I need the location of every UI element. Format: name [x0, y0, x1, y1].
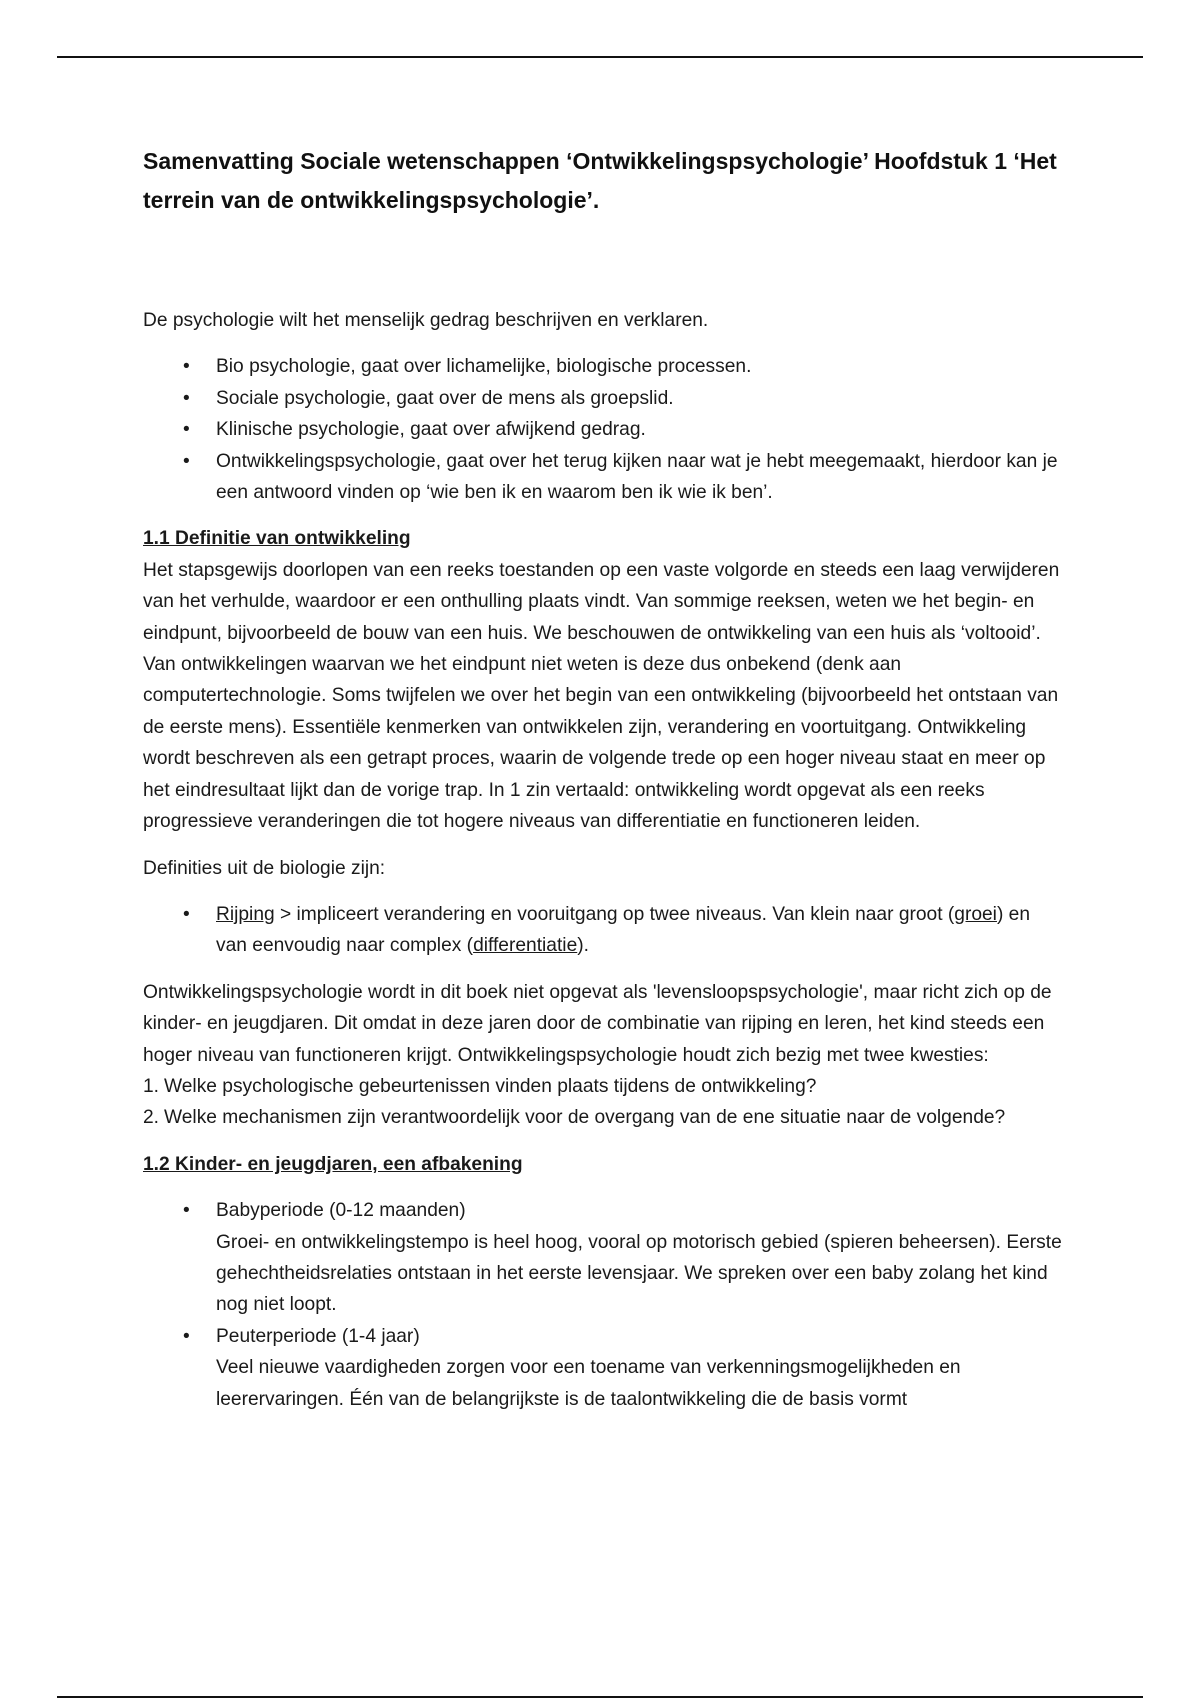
- term-differentiatie: differentiatie: [473, 935, 578, 957]
- list-item: • Rijping > impliceert verandering en vooruitgang op twee niveaus. Van klein naar groot (groei) en van eenvoudig naar complex (differentiatie).: [143, 899, 1063, 962]
- term-rijping: Rijping: [216, 903, 275, 925]
- definitions-intro: Definities uit de biologie zijn:: [143, 857, 386, 879]
- intro-paragraph: De psychologie wilt het menselijk gedrag beschrijven en verklaren.: [143, 310, 709, 331]
- scope-paragraph: Ontwikkelingspsychologie wordt in dit boek niet opgevat als 'levensloopspsychologie', maar richt zich op de kinder- en jeugdjaren. Dit omdat in deze jaren door de combinatie van rijping en leren, het kind steeds een hoger niveau van functioneren krijgt. Ontwikkelingspsychologie houdt zich bezig met twee kwesties:: [143, 981, 1052, 1066]
- list-item: • Ontwikkelingspsychologie, gaat over het terug kijken naar wat je hebt meegemaakt, hierdoor kan je een antwoord vinden op ‘wie ben ik en waarom ben ik wie ik ben’.: [143, 446, 1063, 509]
- bullet-icon: •: [183, 1325, 190, 1347]
- list-item: 2. Welke mechanismen zijn verantwoordelijk voor de overgang van de ene situatie naar de volgende?: [143, 1107, 1006, 1129]
- psychology-branches-list: [143, 351, 1063, 508]
- term-groei: groei: [954, 903, 997, 925]
- section-heading-1-1: 1.1 Definitie van ontwikkeling: [143, 528, 411, 550]
- list-item: [143, 1321, 1063, 1415]
- periods-list: [143, 1195, 1063, 1415]
- list-item: [143, 1195, 1063, 1321]
- list-item: • Bio psychologie, gaat over lichamelijke, biologische processen.: [143, 351, 1063, 382]
- bullet-icon: •: [183, 387, 190, 409]
- definition-paragraph: Het stapsgewijs doorlopen van een reeks toestanden op een vaste volgorde en steeds een laag verwijderen van het verhulde, waardoor er een onthulling plaats vindt. Van sommige reeksen, weten we het begin- en eindpunt, bijvoorbeeld de bouw van een huis. We beschouwen de ontwikkeling van een huis als ‘voltooid’. Van ontwikkelingen waarvan we het eindpunt niet weten is deze dus onbekend (denk aan computertechnologie. Soms twijfelen we over het begin van een ontwikkeling (bijvoorbeeld het ontstaan van de eerste mens). Essentiële kenmerken van ontwikkelen zijn, verandering en voortuitgang. Ontwikkeling wordt beschreven als een getrapt proces, waarin de volgende trede op een hoger niveau staat en meer op het eindresultaat lijkt dan de vorige trap. In 1 zin vertaald: ontwikkeling wordt opgevat als een reeks progressieve veranderingen die tot hogere niveaus van differentiatie en functioneren leiden.: [143, 559, 1060, 833]
- questions-list: [143, 1071, 1063, 1134]
- bullet-icon: •: [183, 419, 190, 441]
- list-item: • Sociale psychologie, gaat over de mens als groepslid.: [143, 383, 1063, 414]
- page-title: Samenvatting Sociale wetenschappen ‘Ontwikkelingspsychologie’ Hoofdstuk 1 ‘Het terrein van de ontwikkelingspsychologie’.: [143, 148, 1057, 213]
- list-item: • Klinische psychologie, gaat over afwijkend gedrag.: [143, 414, 1063, 445]
- list-item: 1. Welke psychologische gebeurtenissen vinden plaats tijdens de ontwikkeling?: [143, 1075, 817, 1097]
- biology-definitions-list: [143, 899, 1063, 962]
- period-label: Peuterperiode (1-4 jaar): [216, 1325, 420, 1347]
- footer-rule: [57, 1696, 1143, 1698]
- period-label: Babyperiode (0-12 maanden): [216, 1200, 466, 1222]
- bullet-icon: •: [183, 450, 190, 472]
- bullet-icon: •: [183, 356, 190, 378]
- document-page: [143, 142, 1063, 1430]
- bullet-icon: •: [183, 1200, 190, 1222]
- section-heading-1-2: 1.2 Kinder- en jeugdjaren, een afbakening: [143, 1153, 523, 1175]
- period-text: Groei- en ontwikkelingstempo is heel hoog, vooral op motorisch gebied (spieren beheersen). Eerste gehechtheidsrelaties ontstaan in het eerste levensjaar. We spreken over een baby zolang het kind nog niet loopt.: [216, 1231, 1062, 1316]
- bullet-icon: •: [183, 903, 190, 925]
- header-rule: [57, 56, 1143, 58]
- period-text: Veel nieuwe vaardigheden zorgen voor een toename van verkenningsmogelijkheden en leerervaringen. Één van de belangrijkste is de taalontwikkeling die de basis vormt: [216, 1357, 961, 1410]
